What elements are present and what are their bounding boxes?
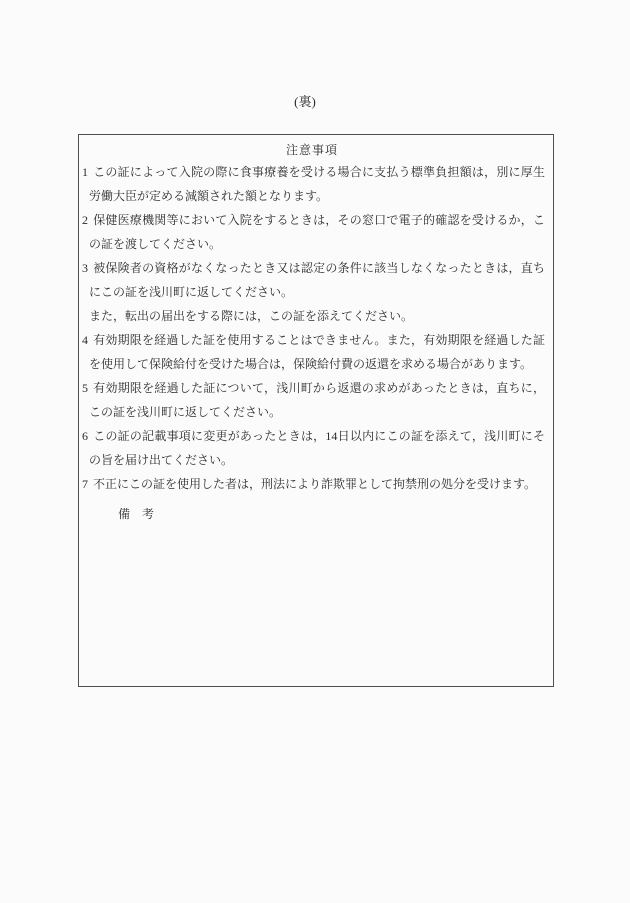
notice-item <box>79 328 545 376</box>
item-number: 7 <box>82 477 88 491</box>
item-text: この証によって入院の際に食事療養を受ける場合に支払う標準負担額は，別に厚生労働大臣が定める減額された額となります。 <box>89 165 545 203</box>
item-text: 被保険者の資格がなくなったとき又は認定の条件に該当しなくなったときは，直ちにこの証を浅川町に返してください。 <box>89 261 545 299</box>
item-text: 有効期限を経過した証について，浅川町から返還の求めがあったときは，直ちに，この証を浅川町に返してください。 <box>89 381 545 419</box>
item-number: 1 <box>82 165 88 179</box>
notice-item <box>79 472 545 496</box>
notice-item <box>79 208 545 256</box>
item-number: 5 <box>82 381 88 395</box>
notice-item <box>79 424 545 472</box>
notice-title: 注意事項 <box>285 143 338 157</box>
item-text: 有効期限を経過した証を使用することはできません。また，有効期限を経過した証を使用して保険給付を受けた場合は，保険給付費の返還を求める場合があります。 <box>89 333 545 371</box>
notice-item <box>79 256 545 304</box>
page-side-label: (裏) <box>294 94 316 109</box>
item-number: 2 <box>82 213 88 227</box>
item-number: 4 <box>82 333 88 347</box>
item-text: この証の記載事項に変更があったときは，14日以内にこの証を添えて，浅川町にその旨を届け出てください。 <box>89 429 545 467</box>
item-text: 保健医療機関等において入院をするときは，その窓口で電子的確認を受けるか，この証を渡してください。 <box>89 213 545 251</box>
notice-item-note: また，転出の届出をする際には，この証を添えてください。 <box>89 309 414 323</box>
notice-item <box>79 376 545 424</box>
item-text: 不正にこの証を使用した者は，刑法により詐欺罪として拘禁刑の処分を受けます。 <box>93 477 537 491</box>
notice-item <box>79 160 545 208</box>
item-number: 6 <box>82 429 88 443</box>
remarks-label: 備 考 <box>118 507 155 521</box>
notice-box <box>78 134 554 687</box>
item-number: 3 <box>82 261 88 275</box>
